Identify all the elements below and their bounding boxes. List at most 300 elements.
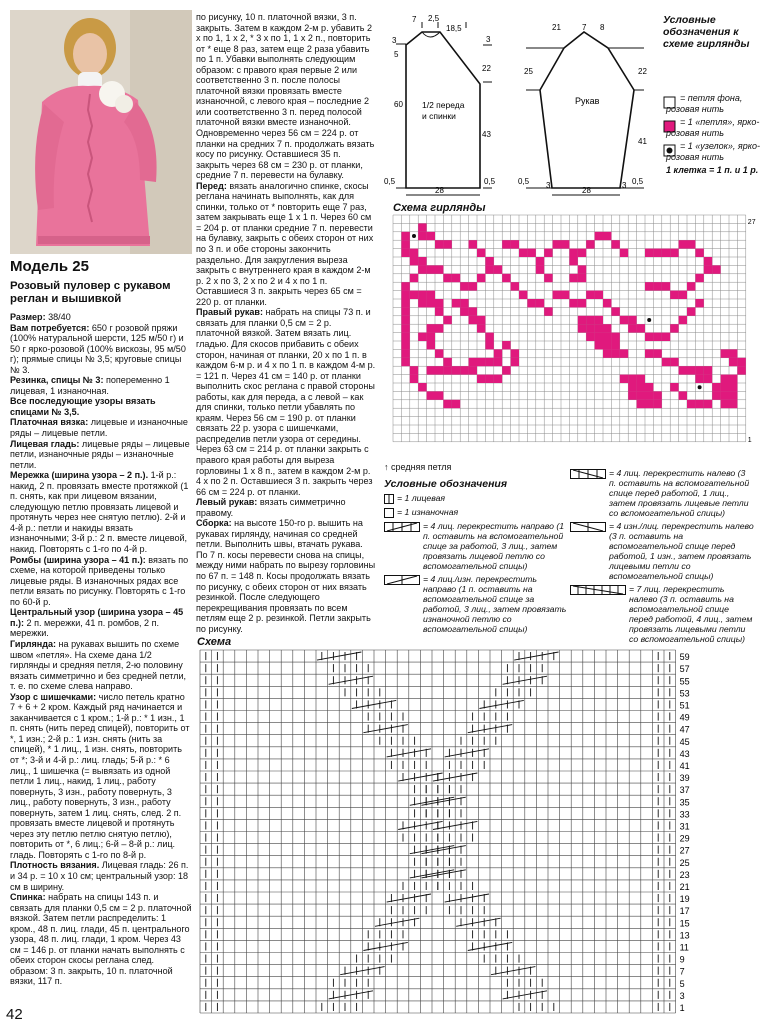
body-dim-raglan: 22 bbox=[482, 64, 491, 73]
garland-stitch-cell bbox=[469, 282, 477, 290]
garland-stitch-cell bbox=[401, 299, 409, 307]
garland-stitch-cell bbox=[729, 358, 737, 366]
left_column-paragraph bbox=[10, 375, 192, 396]
symbol-cross-left bbox=[570, 468, 754, 518]
garland-stitch-cell bbox=[401, 341, 409, 349]
garland-stitch-cell bbox=[418, 223, 426, 231]
garland-stitch-cell bbox=[670, 383, 678, 391]
garland-stitch-cell bbox=[485, 333, 493, 341]
chart-row-label: 57 bbox=[679, 664, 690, 675]
symbols-right bbox=[570, 468, 754, 647]
sleeve-dim-right-top: 22 bbox=[638, 67, 647, 76]
body-schematic bbox=[380, 12, 510, 206]
garland-stitch-cell bbox=[536, 265, 544, 273]
garland-stitch-cell bbox=[729, 349, 737, 357]
garland-row-label-top: 27 bbox=[747, 219, 756, 226]
garland-stitch-cell bbox=[586, 324, 594, 332]
garland-stitch-cell bbox=[502, 240, 510, 248]
chart-row-label: 31 bbox=[679, 821, 690, 832]
garland-stitch-cell bbox=[418, 232, 426, 240]
chart-row-label: 51 bbox=[679, 700, 690, 711]
garland-stitch-cell bbox=[401, 282, 409, 290]
garland-stitch-cell bbox=[435, 324, 443, 332]
garland-stitch-cell bbox=[401, 324, 409, 332]
left_column-paragraph-label: Резинка, спицы № 3: bbox=[10, 375, 104, 386]
garland-legend-item: = 1 «узелок», ярко-розовая нить bbox=[666, 141, 760, 162]
model-photo bbox=[10, 10, 192, 254]
left_column-paragraph bbox=[10, 892, 192, 987]
sleeve-dim-hem-right: 0,5 bbox=[632, 177, 644, 186]
garland-stitch-cell bbox=[544, 249, 552, 257]
garland-stitch-cell bbox=[603, 341, 611, 349]
garland-stitch-cell bbox=[435, 265, 443, 273]
garland-stitch-cell bbox=[561, 240, 569, 248]
garland-stitch-cell bbox=[729, 375, 737, 383]
garland-stitch-cell bbox=[611, 341, 619, 349]
middle_column-paragraph-text: на высоте 150-го р. вышить на рукавах гирлянду, начиная со средней петли. Выполнить швы, втачать рукава. По 7 п. косы перевести снова на спицы, между ними набрать по вырезу горловины по 67 п. = 148 п. Косы продолжать вязать по рисунку, с обеих сторон от них вязать резинкой. После следующего перекрещивания провязать по всем петлям еще 2 р. резинкой. Петли закрыть по рисунку. bbox=[196, 518, 376, 634]
garland-stitch-cell bbox=[603, 324, 611, 332]
garland-stitch-cell bbox=[595, 316, 603, 324]
garland-stitch-cell bbox=[418, 299, 426, 307]
body-dim-top-b: 2,5 bbox=[428, 14, 440, 23]
cross-right-purl-icon bbox=[384, 575, 420, 585]
garland-stitch-cell bbox=[662, 249, 670, 257]
garland-stitch-cell bbox=[679, 366, 687, 374]
garland-stitch-cell bbox=[578, 316, 586, 324]
garland-stitch-cell bbox=[401, 316, 409, 324]
garland-stitch-cell bbox=[460, 307, 468, 315]
middle_column-paragraph-text: по рисунку, 10 п. платочной вязки, 3 п. закрыть. Затем в каждом 2-м р. убавить 2 х по 1, 1 х 2, * 3 х по 1, 1 х 2 п., повторить от * еще 8 раз, затем еще 2 раза убавить по 1 п. Убавки выполнять следующим образом: с правого края первые 2 или соответственно 3 п. после полосы платочной вязки провязать вместе изнаночной, с левого края – последние 2 или соответственно 3 п. перед полосой платочной вязки вместе изнаночной. Одновременно через 56 см = 224 р. от планки на средних 7 п. продолжать вязать косу по рисунку. Оставшиеся 35 п. закрыть через 68 см = 230 р. от планки, средние 7 п. перевести на булавку. bbox=[196, 12, 375, 181]
garland-stitch-cell bbox=[653, 282, 661, 290]
garland-stitch-cell bbox=[578, 249, 586, 257]
garland-stitch-cell bbox=[603, 349, 611, 357]
chart-row-label: 27 bbox=[679, 845, 690, 856]
garland-stitch-cell bbox=[721, 400, 729, 408]
chart-row-label: 21 bbox=[679, 882, 690, 892]
garland-stitch-cell bbox=[469, 240, 477, 248]
garland-stitch-cell bbox=[527, 299, 535, 307]
garland-stitch-cell bbox=[401, 240, 409, 248]
chart-row-label: 43 bbox=[679, 748, 690, 759]
garland-stitch-cell bbox=[544, 274, 552, 282]
garland-stitch-cell bbox=[511, 282, 519, 290]
left_column-paragraph bbox=[10, 323, 192, 376]
chart-row-label: 5 bbox=[679, 978, 685, 989]
chart-row-label: 49 bbox=[679, 712, 690, 723]
garland-stitch-cell bbox=[687, 240, 695, 248]
left_column-paragraph-text: 38/40 bbox=[45, 312, 71, 322]
garland-stitch-cell bbox=[569, 257, 577, 265]
garland-stitch-cell bbox=[653, 391, 661, 399]
garland-stitch-cell bbox=[452, 400, 460, 408]
garland-stitch-cell bbox=[704, 375, 712, 383]
garland-stitch-cell bbox=[578, 274, 586, 282]
body-dim-top-c: 18,5 bbox=[446, 24, 462, 33]
garland-stitch-cell bbox=[460, 366, 468, 374]
middle_column-paragraph-text: вязать аналогично спинке, скосы реглана начинать выполнять, как для спинки, только от * повторить еще 7 раз, затем закрывать еще 1 х 1 п. Через 60 см = 204 р. от планки средние 7 п. перевести на булавку, закрыть с обеих сторон от них по 3 п. и обе стороны закончить раздельно. Для закругления выреза закрыть с внутреннего края в каждом 2-м р. 2 х по 3, 2 х по 2 и 4 х по 1 п. Оставшиеся 3 п. закрыть через 65 см = 220 р. от планки. bbox=[196, 180, 374, 307]
garland-stitch-cell bbox=[737, 358, 745, 366]
garland-stitch-cell bbox=[477, 249, 485, 257]
left_column-paragraph bbox=[10, 417, 192, 438]
middle_column-paragraph-text: вязать симметрично правому. bbox=[196, 497, 346, 518]
garland-stitch-cell bbox=[611, 333, 619, 341]
garland-stitch-cell bbox=[603, 232, 611, 240]
garland-stitch-cell bbox=[628, 391, 636, 399]
garland-stitch-cell bbox=[670, 291, 678, 299]
garland-stitch-cell bbox=[410, 366, 418, 374]
chart-row-label: 25 bbox=[679, 857, 690, 868]
garland-stitch-cell bbox=[460, 282, 468, 290]
garland-stitch-cell bbox=[469, 358, 477, 366]
left_column-paragraph-label: Лицевая гладь: bbox=[10, 438, 80, 449]
left_column-paragraph-label: Узор с шишечками: bbox=[10, 691, 97, 702]
left_column-paragraph bbox=[10, 555, 192, 608]
garland-stitch-cell bbox=[410, 274, 418, 282]
garland-stitch-cell bbox=[620, 375, 628, 383]
garland-stitch-cell bbox=[569, 274, 577, 282]
garland-stitch-cell bbox=[443, 316, 451, 324]
cross-left-purl-icon bbox=[570, 522, 606, 532]
chart-row-label: 19 bbox=[679, 894, 690, 905]
garland-stitch-cell bbox=[401, 249, 409, 257]
chart-row-label: 33 bbox=[679, 809, 690, 820]
garland-stitch-cell bbox=[653, 349, 661, 357]
garland-stitch-cell bbox=[435, 240, 443, 248]
garland-stitch-cell bbox=[645, 349, 653, 357]
left_column-paragraph bbox=[10, 439, 192, 471]
chart-row-label: 23 bbox=[679, 869, 690, 880]
symbol-cross-left-7 bbox=[570, 584, 754, 644]
garland-stitch-cell bbox=[527, 249, 535, 257]
left_column-paragraph bbox=[10, 860, 192, 892]
left_column-paragraph-text: вязать по схеме, на которой приведены только лицевые ряды. В изнаночных рядах все петли вязать по рисунку. Повторять с 1-го по 60-й р. bbox=[10, 554, 189, 607]
garland-stitch-cell bbox=[679, 316, 687, 324]
left_column-paragraph-text: лицевые и изнаночные ряды – лицевые петли. bbox=[10, 417, 188, 439]
chart-row-label: 47 bbox=[679, 724, 690, 735]
left_column-paragraph-text: попеременно 1 лицевая, 1 изнаночная. bbox=[10, 375, 170, 396]
body-label-line1: 1/2 переда bbox=[422, 100, 465, 110]
garland-stitch-cell bbox=[679, 291, 687, 299]
symbol-cross-right-text: = 4 лиц. перекрестить направо (1 п. оставить на вспомогательной спице за работой, 3 лиц., затем провязать лицевой петлю со вспомогательной спицы) bbox=[423, 521, 565, 571]
garland-stitch-cell bbox=[586, 316, 594, 324]
chart-row-label: 3 bbox=[679, 990, 685, 1001]
garland-stitch-cell bbox=[645, 282, 653, 290]
garland-stitch-cell bbox=[553, 240, 561, 248]
chart-row-label: 39 bbox=[679, 773, 690, 784]
garland-stitch-cell bbox=[494, 358, 502, 366]
chart-row-label: 9 bbox=[679, 954, 685, 965]
instructions-middle-column bbox=[196, 12, 376, 636]
body-label-line2: и спинки bbox=[422, 111, 456, 121]
garland-stitch-cell bbox=[401, 307, 409, 315]
garland-stitch-cell bbox=[452, 274, 460, 282]
garland-stitch-cell bbox=[427, 366, 435, 374]
garland-stitch-cell bbox=[695, 400, 703, 408]
garland-stitch-cell bbox=[469, 316, 477, 324]
model-title: Модель 25 bbox=[10, 258, 89, 275]
garland-stitch-cell bbox=[427, 291, 435, 299]
sleeve-schematic-label: Рукав bbox=[575, 96, 600, 106]
garland-stitch-cell bbox=[687, 366, 695, 374]
sleeve-dim-left: 25 bbox=[524, 67, 533, 76]
left_column-paragraph-label: Гирлянда: bbox=[10, 638, 57, 649]
garland-stitch-cell bbox=[628, 324, 636, 332]
garland-stitch-cell bbox=[595, 341, 603, 349]
garland-stitch-cell bbox=[561, 291, 569, 299]
left_column-paragraph bbox=[10, 639, 192, 692]
garland-stitch-cell bbox=[712, 265, 720, 273]
sleeve-dim-right: 41 bbox=[638, 137, 647, 146]
garland-stitch-cell bbox=[410, 257, 418, 265]
garland-stitch-cell bbox=[628, 375, 636, 383]
chart-row-label: 59 bbox=[679, 652, 690, 663]
garland-stitch-cell bbox=[645, 249, 653, 257]
garland-row-label-bottom: 1 bbox=[747, 436, 752, 444]
garland-stitch-cell bbox=[435, 349, 443, 357]
left_column-paragraph-label: Платочная вязка: bbox=[10, 417, 89, 428]
sleeve-dim-side-left: 3 bbox=[546, 181, 551, 190]
sleeve-dim-side-right: 3 bbox=[622, 181, 627, 190]
garland-stitch-cell bbox=[586, 291, 594, 299]
left_column-paragraph-label: Спинка: bbox=[10, 892, 46, 903]
garland-stitch-cell bbox=[578, 265, 586, 273]
cross-left-icon bbox=[570, 469, 606, 479]
chart-row-label: 17 bbox=[679, 906, 690, 917]
garland-stitch-cell bbox=[704, 366, 712, 374]
garland-legend-item: = петля фона, розовая нить bbox=[666, 93, 743, 114]
garland-stitch-cell bbox=[712, 391, 720, 399]
garland-stitch-cell bbox=[679, 240, 687, 248]
middle_column-paragraph-label: Перед: bbox=[196, 180, 227, 191]
body-dim-right-top: 3 bbox=[486, 35, 491, 44]
garland-stitch-cell bbox=[637, 391, 645, 399]
left_column-paragraph bbox=[10, 396, 192, 417]
garland-stitch-cell bbox=[628, 316, 636, 324]
garland-stitch-cell bbox=[427, 232, 435, 240]
garland-stitch-cell bbox=[695, 274, 703, 282]
chart-row-label: 45 bbox=[679, 736, 690, 747]
garland-stitch-cell bbox=[620, 316, 628, 324]
garland-stitch-cell bbox=[586, 333, 594, 341]
garland-stitch-cell bbox=[721, 391, 729, 399]
garland-stitch-cell bbox=[536, 257, 544, 265]
garland-knot bbox=[698, 385, 702, 389]
garland-stitch-cell bbox=[695, 366, 703, 374]
garland-stitch-cell bbox=[494, 265, 502, 273]
garland-stitch-cell bbox=[679, 391, 687, 399]
garland-stitch-cell bbox=[435, 391, 443, 399]
body-dim-height: 60 bbox=[394, 100, 403, 109]
garland-stitch-cell bbox=[401, 349, 409, 357]
symbol-cross-right-purl bbox=[384, 574, 568, 634]
garland-chart bbox=[393, 215, 756, 447]
garland-stitch-cell bbox=[477, 375, 485, 383]
symbol-knit bbox=[384, 493, 568, 504]
garland-stitch-cell bbox=[460, 299, 468, 307]
garland-stitch-cell bbox=[695, 375, 703, 383]
left_column-paragraph-text: на рукавах вышить по схеме швом «петля». На схеме дана 1/2 гирлянды и средняя петля, 2-ю половину вязать симметрично и без средней петли, т. е. по схеме слева направо. bbox=[10, 638, 187, 692]
garland-stitch-cell bbox=[485, 265, 493, 273]
page-number: 42 bbox=[6, 1006, 23, 1023]
garland-stitch-cell bbox=[485, 375, 493, 383]
garland-stitch-cell bbox=[603, 333, 611, 341]
garland-stitch-cell bbox=[536, 299, 544, 307]
symbol-cross-left-text: = 4 лиц. перекрестить налево (3 п. оставить на вспомогательной спице перед работой, 1 лиц., затем провязать лицевые петли со вспомогательной спицы) bbox=[609, 468, 750, 518]
middle_column-paragraph-label: Сборка: bbox=[196, 518, 232, 529]
garland-stitch-cell bbox=[502, 341, 510, 349]
left_column-paragraph-label: Ромбы (ширина узора – 41 п.): bbox=[10, 554, 146, 565]
garland-stitch-cell bbox=[645, 391, 653, 399]
garland-knot bbox=[647, 318, 651, 322]
garland-stitch-cell bbox=[418, 383, 426, 391]
left_column-paragraph-text: 2 п. мережки, 41 п. ромбов, 2 п. мережки. bbox=[10, 617, 159, 639]
body-dim-side: 43 bbox=[482, 130, 491, 139]
garland-stitch-cell bbox=[729, 383, 737, 391]
left_column-paragraph-text: 650 г розовой пряжи (100% натуральной шерсти, 125 м/50 г) и 50 г ярко-розовой (100% вискозы, 95 м/50 г); прямые спицы № 3,5; круговые спицы № 3. bbox=[10, 322, 186, 375]
garland-stitch-cell bbox=[645, 333, 653, 341]
garland-stitch-cell bbox=[494, 375, 502, 383]
garland-stitch-cell bbox=[401, 232, 409, 240]
body-dim-hem-right: 0,5 bbox=[484, 177, 496, 186]
garland-stitch-cell bbox=[637, 375, 645, 383]
garland-stitch-cell bbox=[511, 358, 519, 366]
garland-stitch-cell bbox=[637, 324, 645, 332]
symbol-cross-left-7-text: = 7 лиц. перекрестить налево (3 п. оставить на вспомогательной спице перед работой, 4 лиц., затем провязать лицевыми петли со вспомогательной спицы) bbox=[629, 584, 753, 644]
left_column-paragraph bbox=[10, 470, 192, 554]
body-dim-top-a: 7 bbox=[412, 15, 417, 24]
chart-row-label: 7 bbox=[679, 966, 685, 977]
garland-stitch-cell bbox=[611, 307, 619, 315]
garland-stitch-cell bbox=[653, 400, 661, 408]
garland-stitch-cell bbox=[603, 299, 611, 307]
garland-stitch-cell bbox=[704, 400, 712, 408]
symbol-cross-right-purl-text: = 4 лиц./изн. перекрестить направо (1 п. оставить на вспомогательной спице за работой, 3 лиц., затем провязать изнаночной петлю со вспомогательной спицы) bbox=[423, 574, 567, 634]
garland-stitch-cell bbox=[670, 324, 678, 332]
purl-symbol-icon bbox=[384, 508, 394, 518]
garland-stitch-cell bbox=[704, 257, 712, 265]
garland-stitch-cell bbox=[712, 383, 720, 391]
middle_column-paragraph-text: набрать на спицы 73 п. и связать для планки 0,5 см = 2 р. платочной вязкой. Затем вязать лиц. гладью. Для скосов прибавить с обеих сторон, начиная от планки, 20 х по 1 п. в каждом 6-м р. и 4 х по 1 п. в каждом 4-м р. = 121 п. Через 41 см = 140 р. от планки выполнить скос реглана с правой стороны работы, как для переда, а с левой – как для спинки, только петли убавлять по краям. Через 56 см = 190 р. от планки связать 22 р. узора с шишечками, распределив петли узора от середины. Через 63 см = 214 р. от планки закрыть с правого края работы для выреза горловины 1 х 8 п., затем в каждом 2-м р. 4 х по 2 п. Оставшиеся 3 п. закрыть через 66 см = 224 р. от планки. bbox=[196, 307, 376, 497]
sleeve-dim-hem-left: 0,5 bbox=[518, 177, 530, 186]
middle_column-paragraph bbox=[196, 518, 376, 634]
chart-row-label: 55 bbox=[679, 676, 690, 687]
chart-row-label: 29 bbox=[679, 833, 690, 844]
instructions-left-column bbox=[10, 312, 192, 1004]
garland-stitch-cell bbox=[620, 249, 628, 257]
left_column-paragraph-text: 1-й р.: накид, 2 п. провязать вместе протяжкой (1 п. снять, как при лицевом вязании, следующую петлю провязать лицевой и протянуть через нее снятую петлю). 2-й и 4-й р.: петли и накиды вязать изнаночными; 3-й р.: 2 п. вместе лицевой, накид. Повторять с 1-го по 4-й р. bbox=[10, 470, 189, 555]
garland-legend bbox=[666, 93, 762, 178]
garland-stitch-cell bbox=[578, 324, 586, 332]
garland-stitch-cell bbox=[544, 307, 552, 315]
garland-stitch-cell bbox=[687, 400, 695, 408]
garland-stitch-cell bbox=[443, 274, 451, 282]
garland-stitch-cell bbox=[637, 400, 645, 408]
garland-stitch-cell bbox=[653, 333, 661, 341]
garland-stitch-cell bbox=[721, 349, 729, 357]
left_column-paragraph-label: Центральный узор (ширина узора – 45 п.): bbox=[10, 607, 184, 628]
middle_column-paragraph bbox=[196, 12, 376, 181]
garland-stitch-cell bbox=[452, 299, 460, 307]
garland-stitch-cell bbox=[418, 265, 426, 273]
garland-stitch-cell bbox=[435, 307, 443, 315]
body-schematic-label bbox=[422, 100, 467, 121]
garland-stitch-cell bbox=[443, 400, 451, 408]
symbol-cross-right bbox=[384, 521, 568, 571]
garland-stitch-cell bbox=[637, 383, 645, 391]
garland-stitch-cell bbox=[704, 265, 712, 273]
left_column-paragraph-label: Мережка (ширина узора – 2 п.). bbox=[10, 470, 149, 481]
garland-stitch-cell bbox=[401, 291, 409, 299]
garland-stitch-cell bbox=[611, 349, 619, 357]
garland-stitch-cell bbox=[401, 333, 409, 341]
garland-stitch-cell bbox=[418, 333, 426, 341]
body-dim-hem-left: 0,5 bbox=[384, 177, 396, 186]
garland-stitch-cell bbox=[662, 358, 670, 366]
garland-stitch-cell bbox=[737, 366, 745, 374]
garland-stitch-cell bbox=[477, 316, 485, 324]
garland-stitch-cell bbox=[653, 249, 661, 257]
garland-stitch-cell bbox=[443, 358, 451, 366]
garland-stitch-cell bbox=[729, 400, 737, 408]
garland-stitch-cell bbox=[611, 240, 619, 248]
model-subtitle: Розовый пуловер с рукавом реглан и вышивкой bbox=[10, 280, 171, 305]
garland-stitch-cell bbox=[427, 341, 435, 349]
garland-stitch-cell bbox=[695, 249, 703, 257]
chart-row-label: 41 bbox=[679, 761, 690, 771]
garland-stitch-cell bbox=[452, 366, 460, 374]
sleeve-dim-top-b: 7 bbox=[582, 23, 587, 32]
chart-row-label: 1 bbox=[679, 1003, 685, 1013]
chart-row-label: 15 bbox=[679, 918, 690, 929]
middle_column-paragraph-label: Правый рукав: bbox=[196, 307, 263, 318]
diamond-chart bbox=[200, 650, 710, 1014]
garland-stitch-cell bbox=[595, 333, 603, 341]
middle_column-paragraph bbox=[196, 307, 376, 497]
garland-stitch-cell bbox=[721, 383, 729, 391]
garland-stitch-cell bbox=[410, 375, 418, 383]
garland-chart-title: Схема гирлянды bbox=[393, 202, 486, 214]
left_column-paragraph-label: Все последующие узоры вязать спицами № 3,5. bbox=[10, 396, 156, 417]
garland-stitch-cell bbox=[721, 375, 729, 383]
garland-stitch-cell bbox=[485, 341, 493, 349]
center-stitch-label: ↑ средняя петля bbox=[384, 462, 452, 472]
garland-legend-item: = 1 «петля», ярко-розовая нить bbox=[666, 117, 760, 138]
left_column-paragraph-text: лицевые ряды – лицевые петли, изнаночные ряды – изнаночные петли. bbox=[10, 438, 190, 470]
left_column-paragraph-label: Вам потребуется: bbox=[10, 322, 90, 333]
garland-stitch-cell bbox=[662, 282, 670, 290]
chart-title: Схема bbox=[197, 636, 232, 648]
body-dim-left-a: 3 bbox=[392, 36, 397, 45]
garland-stitch-cell bbox=[670, 358, 678, 366]
chart-row-label: 13 bbox=[679, 930, 690, 941]
garland-stitch-cell bbox=[469, 307, 477, 315]
garland-stitch-cell bbox=[519, 291, 527, 299]
garland-stitch-cell bbox=[410, 249, 418, 257]
chart-row-label: 11 bbox=[679, 942, 689, 953]
garland-stitch-cell bbox=[410, 291, 418, 299]
garland-stitch-cell bbox=[502, 274, 510, 282]
garland-stitch-cell bbox=[620, 349, 628, 357]
garland-stitch-cell bbox=[511, 240, 519, 248]
garland-stitch-cell bbox=[595, 291, 603, 299]
left_column-paragraph-label: Размер: bbox=[10, 312, 46, 322]
model-photo-illustration bbox=[10, 10, 192, 254]
garland-stitch-cell bbox=[662, 333, 670, 341]
garland-knot bbox=[412, 234, 416, 238]
garland-legend-note: 1 клетка = 1 п. и 1 р. bbox=[666, 165, 759, 175]
garland-stitch-cell bbox=[427, 324, 435, 332]
garland-stitch-cell bbox=[670, 249, 678, 257]
